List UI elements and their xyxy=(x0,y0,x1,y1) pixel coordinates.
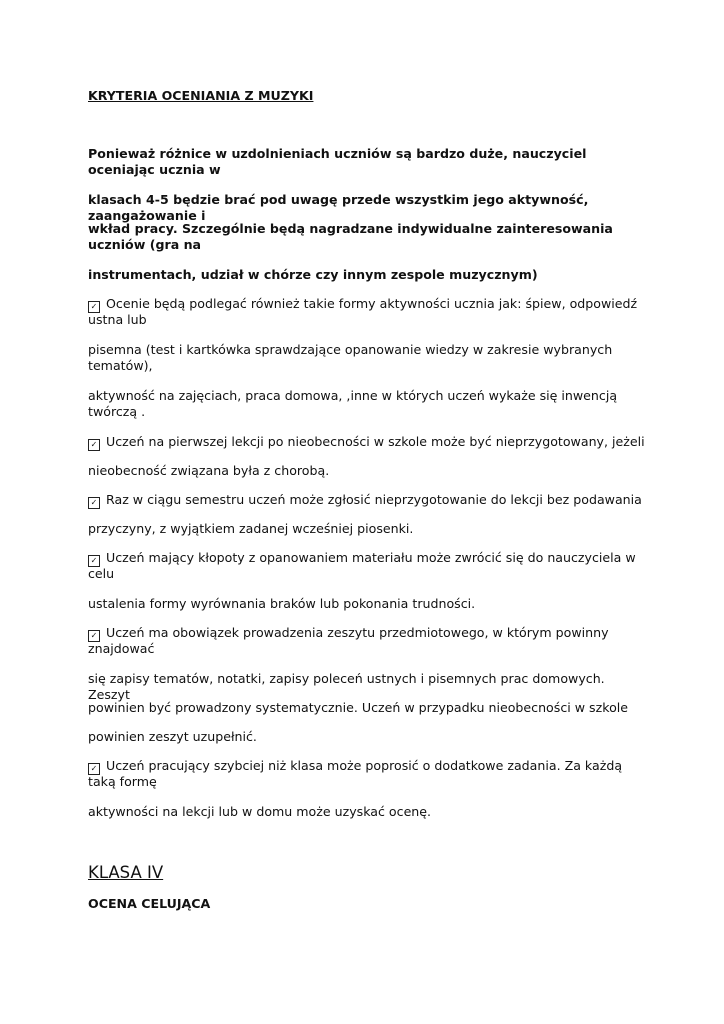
subheading: OCENA CELUJĄCA xyxy=(88,896,211,911)
criteria-item-6 xyxy=(88,758,648,790)
criteria-item-4 xyxy=(88,550,648,582)
criteria-item-5 xyxy=(88,625,648,657)
intro-line-2: klasach 4-5 będzie brać pod uwagę przede wszystkim jego aktywność, zaangażowanie i xyxy=(88,192,589,223)
criteria-text: Ocenie będą podlegać również takie formy aktywności ucznia jak: śpiew, odpowiedź ustna lub xyxy=(88,296,638,327)
criteria-line: przyczyny, z wyjątkiem zadanej wcześniej piosenki. xyxy=(88,521,414,536)
criteria-item-2 xyxy=(88,434,648,450)
intro-line-3: wkład pracy. Szczególnie będą nagradzane indywidualne zainteresowania uczniów (gra na xyxy=(88,221,613,252)
checkbox-icon xyxy=(88,497,100,509)
criteria-item-1 xyxy=(88,296,648,328)
checkbox-icon xyxy=(88,555,100,567)
criteria-line: powinien być prowadzony systematycznie. Uczeń w przypadku nieobecności w szkole xyxy=(88,700,629,715)
criteria-item-3 xyxy=(88,492,648,508)
criteria-line: pisemna (test i kartkówka sprawdzające opanowanie wiedzy w zakresie wybranych tematów), xyxy=(88,342,613,373)
criteria-line: się zapisy tematów, notatki, zapisy poleceń ustnych i pisemnych prac domowych. Zeszyt xyxy=(88,671,605,702)
criteria-line: nieobecność związana była z chorobą. xyxy=(88,463,330,478)
intro-line-4: instrumentach, udział w chórze czy innym zespole muzycznym) xyxy=(88,267,538,282)
criteria-line: aktywności na lekcji lub w domu może uzyskać ocenę. xyxy=(88,804,432,819)
criteria-text: Uczeń na pierwszej lekcji po nieobecności w szkole może być nieprzygotowany, jeżeli xyxy=(106,434,645,449)
section-heading: KLASA IV xyxy=(88,863,164,882)
criteria-text: Uczeń mający kłopoty z opanowaniem materiału może zwrócić się do nauczyciela w celu xyxy=(88,550,636,581)
criteria-text: Uczeń pracujący szybciej niż klasa może poprosić o dodatkowe zadania. Za każdą taką formę xyxy=(88,758,623,789)
checkbox-icon xyxy=(88,630,100,642)
document-title: KRYTERIA OCENIANIA Z MUZYKI xyxy=(88,88,314,103)
criteria-line: ustalenia formy wyrównania braków lub pokonania trudności. xyxy=(88,596,476,611)
criteria-text: Raz w ciągu semestru uczeń może zgłosić nieprzygotowanie do lekcji bez podawania xyxy=(106,492,642,507)
checkbox-icon xyxy=(88,301,100,313)
checkbox-icon xyxy=(88,439,100,451)
intro-line-1: Ponieważ różnice w uzdolnieniach uczniów są bardzo duże, nauczyciel oceniając ucznia w xyxy=(88,146,587,177)
checkbox-icon xyxy=(88,763,100,775)
criteria-line: powinien zeszyt uzupełnić. xyxy=(88,729,257,744)
criteria-text: Uczeń ma obowiązek prowadzenia zeszytu przedmiotowego, w którym powinny znajdować xyxy=(88,625,609,656)
criteria-line: aktywność na zajęciach, praca domowa, ,inne w których uczeń wykaże się inwencją twórczą . xyxy=(88,388,618,419)
